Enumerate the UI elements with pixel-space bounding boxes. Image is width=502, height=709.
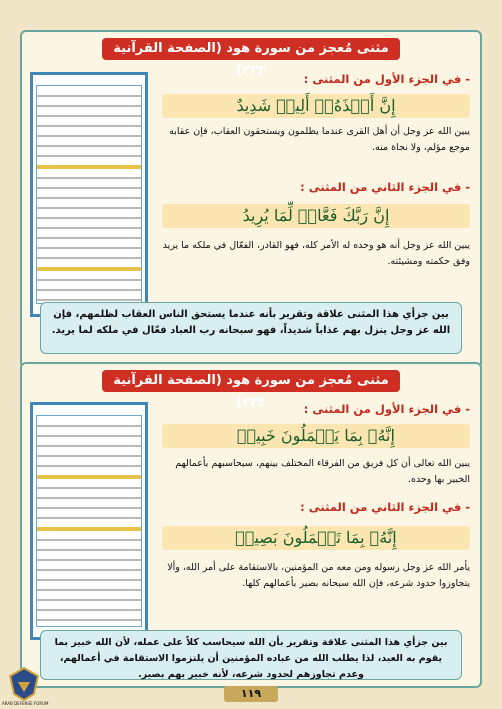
bottom-title: مثنى مُعجز من سورة هود (الصفحة القرآنية ٢٣٤) bbox=[102, 370, 400, 392]
top-part2-verse: إِنَّ رَبَّكَ فَعَّالٞ لِّمَا يُرِيدُ bbox=[162, 204, 470, 228]
mushaf-page-234-image bbox=[30, 402, 148, 640]
bottom-part1-verse: إِنَّهُۥ بِمَا يَعۡمَلُونَ خَبِيرٞ bbox=[162, 424, 470, 448]
bottom-part1-heading: - في الجزء الأول من المثنى : bbox=[303, 402, 470, 416]
bottom-summary: بين جزأي هذا المثنى علاقة وتقرير بأن الله سيحاسب كلاً على عمله، لأن الله خبير بما يقوم به العبد، لذا يطلب الله من عباده المؤمنين أن يلتزموا الاستقامة في أعمالهم، وعدم تجاوزهم لحدود شرعه، لأنه خبير بهم بصير. bbox=[40, 630, 462, 680]
forum-logo bbox=[4, 664, 44, 704]
bottom-part2-verse: إِنَّهُۥ بِمَا تَعۡمَلُونَ بَصِيرٞ bbox=[162, 526, 470, 550]
mushaf-text-area bbox=[36, 85, 142, 304]
top-part1-heading: - في الجزء الأول من المثنى : bbox=[303, 72, 470, 86]
top-part2-heading: - في الجزء الثاني من المثنى : bbox=[300, 180, 470, 194]
mushaf-page-233-image bbox=[30, 72, 148, 317]
top-summary: بين جزأي هذا المثنى علاقة وتقرير بأنه عندما يستحق الناس العقاب لظلمهم، فإن الله عز وجل ينزل بهم عذاباً شديداً، فهو سبحانه رب العباد فعّال في ملكه لما يريد. bbox=[40, 302, 462, 354]
bottom-part1-explanation: يبين الله تعالى أن كل فريق من الفرقاء المختلف بينهم، سيحاسبهم بأعمالهم الخبير بها وحده. bbox=[175, 458, 470, 485]
top-title: مثنى مُعجز من سورة هود (الصفحة القرآنية ٢٣٣) bbox=[102, 38, 400, 60]
bottom-part2-heading: - في الجزء الثاني من المثنى : bbox=[300, 500, 470, 514]
forum-logo-text: ARAB DEFENSE FORUM bbox=[2, 701, 49, 706]
top-part1-explanation: يبين الله عز وجل أن أهل القرى عندما يظلمون ويستحقون العقاب، فإن عقابه موجع مؤلم، ولا نجاة منه. bbox=[169, 126, 470, 153]
top-part2-explanation: يبين الله عز وجل أنه هو وحده له الأمر كله، فهو القادر، الفعّال في ملكه ما يريد وفق حكمته ومشيئته. bbox=[162, 240, 470, 267]
page-number: ١١٩ bbox=[224, 686, 278, 702]
top-part1-verse: إِنَّ أَخۡذَهُۥٓ أَلِيمٞ شَدِيدٌ bbox=[162, 94, 470, 118]
bottom-part2-explanation: يأمر الله عز وجل رسوله ومن معه من المؤمنين، بالاستقامة على أمر الله، وألا يتجاوزوا حدود شرعه، فإن الله سبحانه بصير بأعمالهم كلها. bbox=[167, 562, 470, 589]
